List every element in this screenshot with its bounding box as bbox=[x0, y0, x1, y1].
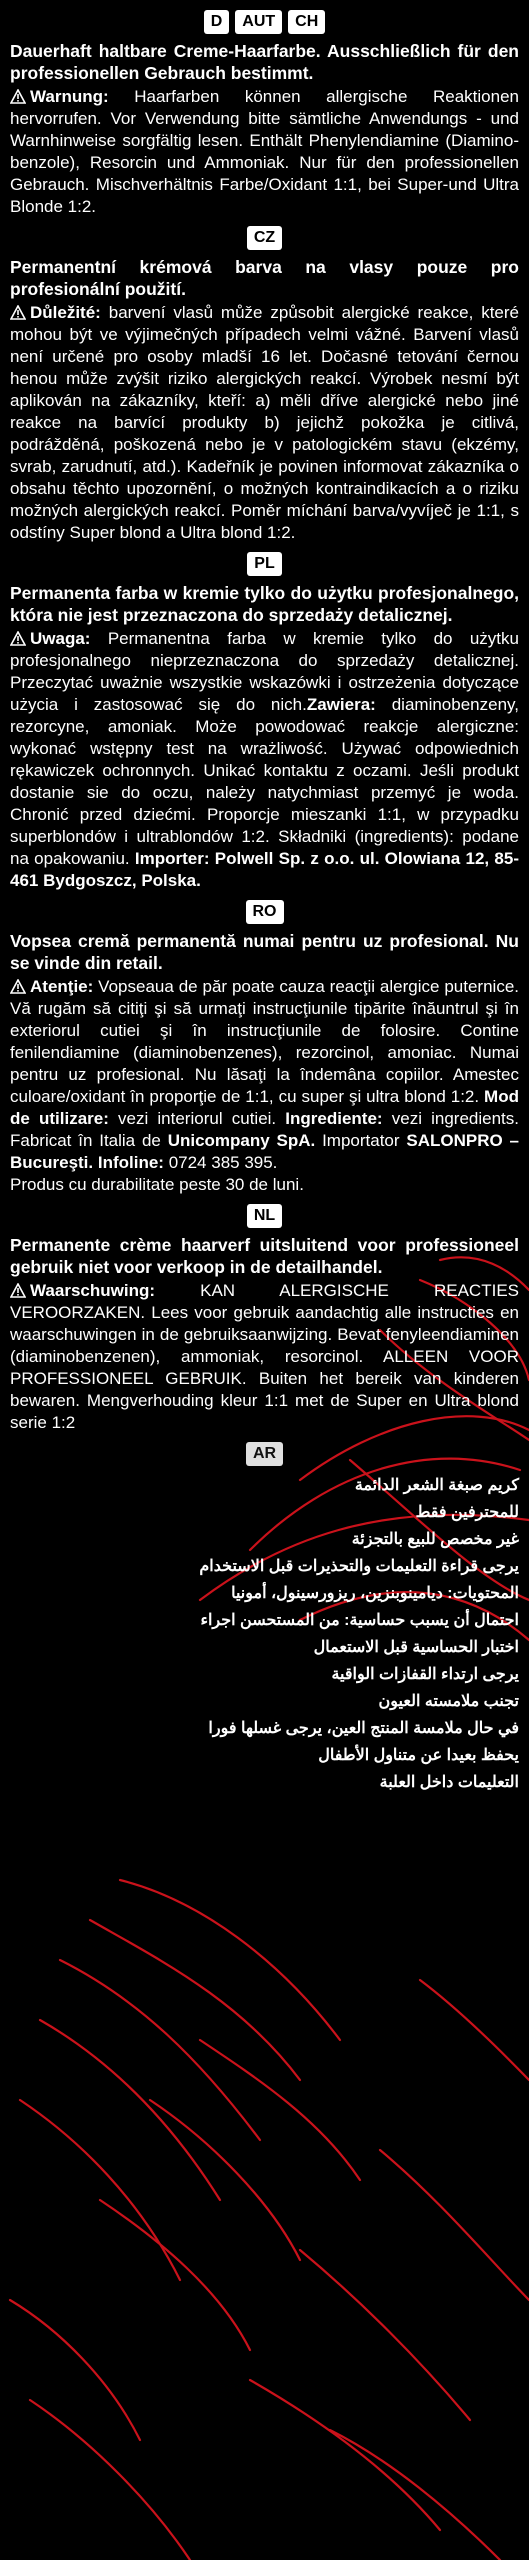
ar-line: يرجى ارتداء القفازات الواقية bbox=[331, 1666, 519, 1683]
warning-label-de: Warnung: bbox=[30, 87, 109, 106]
warning-text-ro: Vopseaua de păr poate cauza reacţii alergice puternice. Vă rugăm să citiţi şi să urmaţi instrucţiunile tipărite înăuntrul şi în exteriorul cutiei şi în instrucţiunile de folosire. Contine fenilendiamine (diaminobenzenes), rezorcinol, amoniac. Numai pentru uz profesional. Nu lăsaţi la îndemâna copiilor. Amestec culoare/oxidant în proporţie de 1:1, cu super şi ultra blond 1:2. bbox=[10, 977, 519, 1106]
ingredients-label-ro: Ingrediente: bbox=[276, 1109, 383, 1128]
ar-line: في حال ملامسة المنتج العين، يرجى غسلها فورا bbox=[208, 1720, 519, 1737]
warning-label-ro: Atenţie: bbox=[30, 977, 94, 996]
language-tag-d: D bbox=[204, 10, 230, 34]
warning-triangle-icon bbox=[10, 976, 26, 998]
language-tag-ro: RO bbox=[246, 900, 284, 924]
ar-line: يرجى قراءة التعليمات والتحذيرات قبل الاستخدام bbox=[199, 1558, 519, 1575]
warning-text-pl: Permanentna farba w kremie tylko do użytku profesjonalnego nieprzeznaczona do sprzedaży detalicznej. Przeczytać uważnie wszystkie wskazówki i ostrzeżenia dotyczące użycia i zastosować się do nich. bbox=[10, 629, 519, 714]
title-ro: Vopsea cremă permanentă numai pentru uz profesional. Nu se vinde din retail. bbox=[10, 931, 519, 973]
maker-ro: Unicompany SpA. bbox=[167, 1131, 316, 1150]
warning-triangle-icon bbox=[10, 1280, 26, 1302]
ar-line: اختبار الحساسية قبل الاستعمال bbox=[313, 1639, 519, 1656]
warning-label-pl: Uwaga: bbox=[30, 629, 91, 648]
importer-pl: Importer: Polwell Sp. z o.o. ul. Olowiana 12, 85-461 Bydgoszcz, Polska. bbox=[10, 849, 519, 890]
ar-line: للمحترفين فقط bbox=[415, 1504, 519, 1521]
infoline-text-ro: 0724 385 395. bbox=[163, 1153, 278, 1172]
language-tag-ar: AR bbox=[246, 1442, 283, 1466]
usage-label-ro: Mod de utilizare: bbox=[10, 1087, 519, 1128]
title-de: Dauerhaft haltbare Creme-Haarfarbe. Ausschließlich für den professionellen Gebrauch bestimmt. bbox=[10, 41, 519, 83]
section-ar bbox=[10, 1472, 519, 1796]
warning-triangle-icon bbox=[10, 302, 26, 324]
importer-name-ro: SALONPRO – Bucureşti. bbox=[10, 1131, 519, 1172]
section-cz bbox=[10, 256, 519, 544]
language-tag-pl: PL bbox=[247, 552, 281, 576]
ar-line: احتمال أن يسبب حساسية: من المستحسن اجراء bbox=[200, 1612, 519, 1629]
warning-triangle-icon bbox=[10, 86, 26, 108]
ar-line: المحتويات: ديامينوبنزين، ريزورسينول، أمونيا bbox=[231, 1585, 519, 1602]
section-pl bbox=[10, 582, 519, 892]
warning-label-cz: Důležité: bbox=[30, 303, 101, 322]
language-tags-de bbox=[10, 10, 519, 34]
language-tag-aut: AUT bbox=[235, 10, 282, 34]
ar-line: غير مخصص للبيع بالتجزئة bbox=[351, 1531, 519, 1548]
warning-text-de: Haarfarben können allergische Reaktionen hervorrufen. Vor Verwendung bitte sämtliche Anwendungs - und Warnhinweise sorgfältig lesen. Enthält Phenylendiamine (Diamino-benzole), Resorcin und Ammoniak. Nur für den professionellen Gebrauch. Mischverhältnis Farbe/Oxidant 1:1, bei Super-und Ultra Blonde 1:2. bbox=[10, 87, 519, 216]
title-cz: Permanentní krémová barva na vlasy pouze pro profesionální použití. bbox=[10, 257, 519, 299]
language-tag-nl: NL bbox=[247, 1204, 282, 1228]
language-tag-cz: CZ bbox=[247, 226, 282, 250]
durability-ro: Produs cu durabilitate peste 30 de luni. bbox=[10, 1175, 304, 1194]
ar-line: تجنب ملامسته العيون bbox=[378, 1693, 519, 1710]
language-tag-ch: CH bbox=[288, 10, 325, 34]
contains-text-pl: diaminobenzeny, rezorcyne, amoniak. Może powodować reakcje alergiczne: wykonać wstępny test na wrażliwość. Używać odpowiednich rękawiczek ochronnych. Unikać kontaktu z oczami. Jeśli produkt dostanie sie do oczu, należy natychmiast przemyć je woda. Chronić przed dziećmi. Proporcje mieszanki 1:1, w przypadku superblondów i ultrablondów 1:2. Składniki (ingredients): podane na opakowaniu. bbox=[10, 695, 519, 868]
warning-label-nl: Waarschuwing: bbox=[30, 1281, 155, 1300]
contains-label-pl: Zawiera: bbox=[306, 695, 376, 714]
infoline-label-ro: Infoline: bbox=[93, 1153, 164, 1172]
ingredients-text-ro: vezi ingredients. Fabricat în Italia de bbox=[10, 1109, 519, 1150]
title-nl: Permanente crème haarverf uitsluitend voor professioneel gebruik niet voor verkoop in de detailhandel. bbox=[10, 1235, 519, 1277]
warning-text-nl: KAN ALERGISCHE REACTIES VEROORZAKEN. Lees voor gebruik aandachtig alle instructies en waarschuwingen in de gebruiksaanwijzing. Bevat fenyleendiaminen (diaminobenzenen), ammoniak, resorcinol. ALLEEN VOOR PROFESSIONEEL GEBRUIK. Buiten het bereik van kinderen bewaren. Mengverhouding kleur 1:1 met de Super en Ultra blond serie 1:2 bbox=[10, 1281, 519, 1432]
warning-text-cz: barvení vlasů může způsobit alergické reakce, které mohou být ve výjimečných případech velmi vážné. Barvení vlasů není určené pro osoby mladší 16 let. Dočasné tetování černou henou může zvýšit riziko alergických reakcí. Výrobek nesmí být aplikován na zákazníky, kteří: a) měli dříve alergické nebo jiné reakce na barvící produkty b) jejichž pokožka je citlivá, podrážděná, poškozená nebo je v patologickém stavu (ekzémy, svrab, zarudnutí, atd.). Kadeřník je povinen informovat zákazníka o obsahu těchto upozornění, o možných kontraindikacích a o riziku možných alergických reakcí. Poměr míchání barva/vyvíječ je 1:1, s odstíny Super blond a Ultra blond 1:2. bbox=[10, 303, 519, 542]
ar-line: يحفظ بعيدا عن متناول الأطفال bbox=[318, 1747, 519, 1764]
importer-text-ro: Importator bbox=[315, 1131, 407, 1150]
title-pl: Permanenta farba w kremie tylko do użytku profesjonalnego, która nie jest przeznaczona do sprzedaży detalicznej. bbox=[10, 583, 519, 625]
section-ro bbox=[10, 930, 519, 1196]
ar-line: كريم صبغة الشعر الدائمة bbox=[354, 1477, 519, 1494]
warning-triangle-icon bbox=[10, 628, 26, 650]
usage-text-ro: vezi interiorul cutiei. bbox=[108, 1109, 277, 1128]
ar-line: التعليمات داخل العلبة bbox=[379, 1774, 519, 1791]
section-nl bbox=[10, 1234, 519, 1434]
text-content bbox=[10, 0, 519, 1796]
section-de bbox=[10, 40, 519, 218]
